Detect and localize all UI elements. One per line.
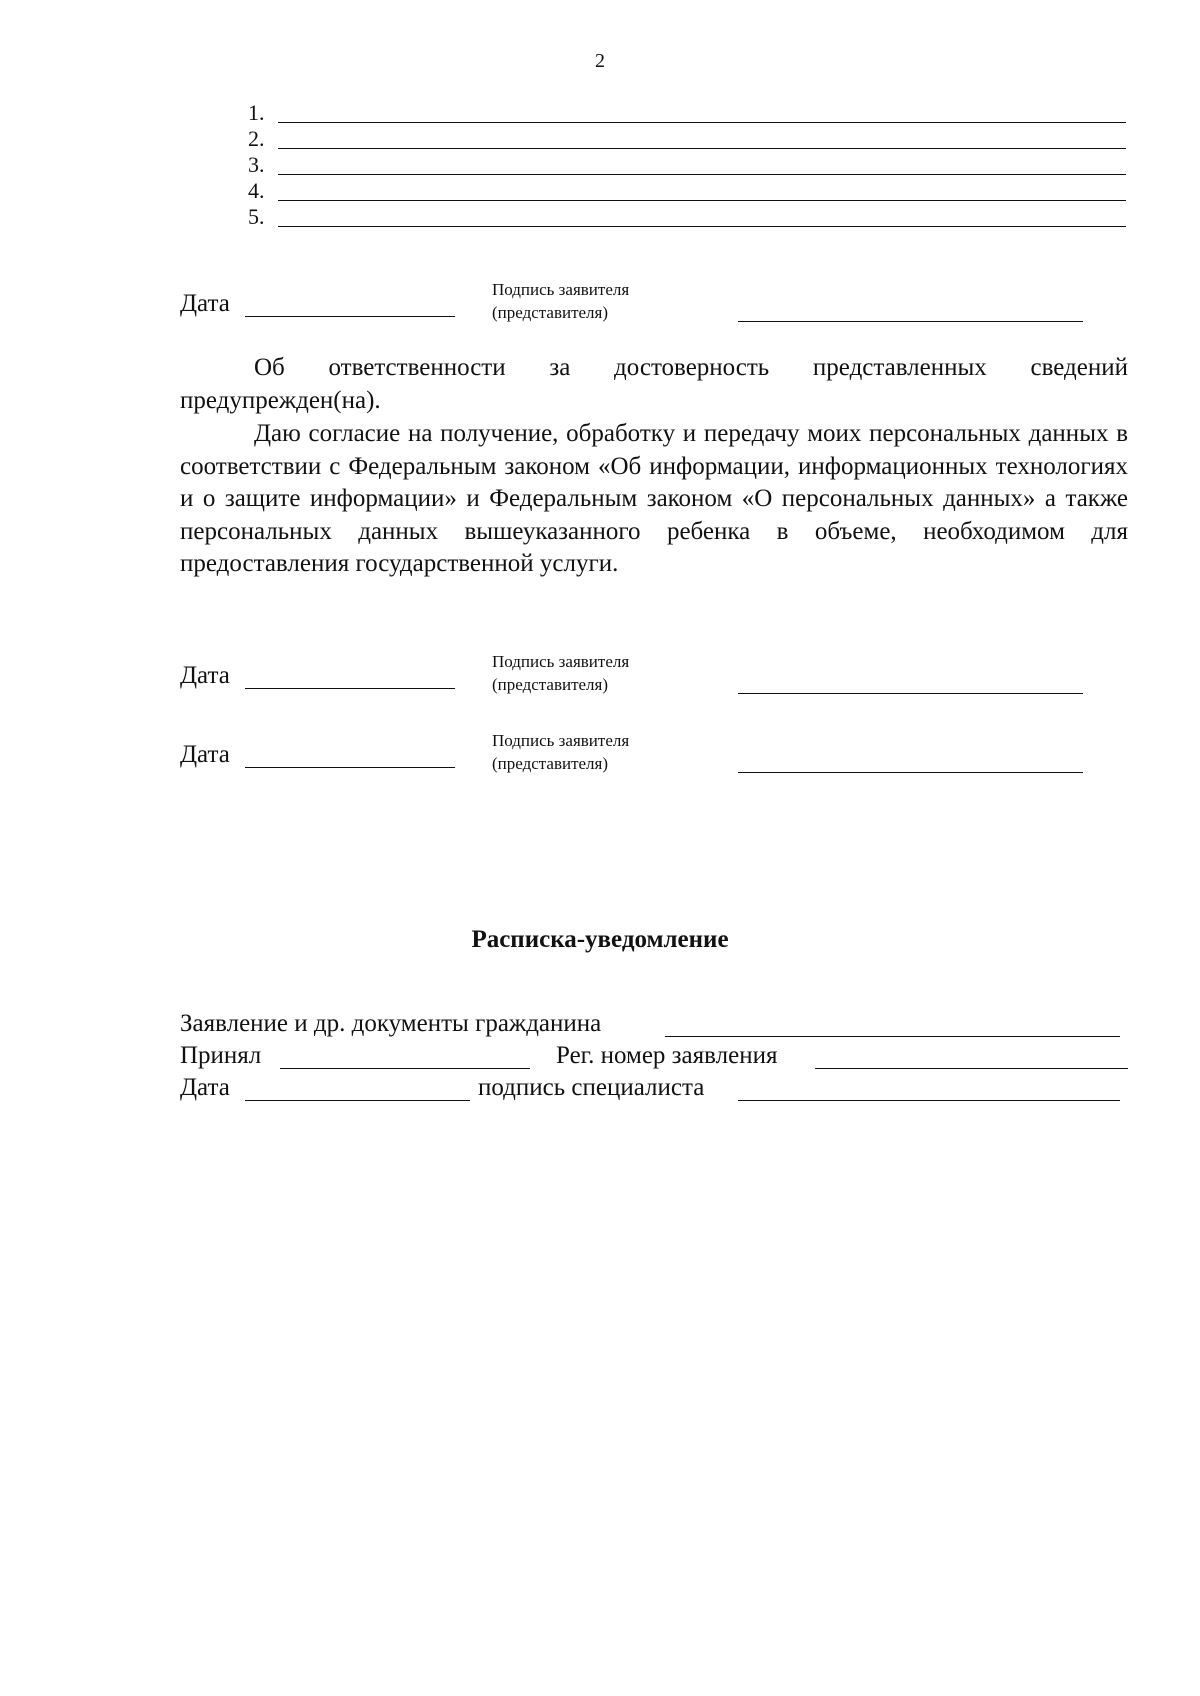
- line-number: 2.: [248, 126, 265, 151]
- blank-line: [278, 122, 1126, 123]
- date-field[interactable]: [245, 767, 455, 768]
- consent-paragraph: Даю согласие на получение, обработку и передачу моих персональных данных в соответствии с Федеральным законом «Об информации, информационных технологиях и о защите информации» и Федеральным законом «О персональных данных» а также персональных данных вышеуказанного ребенка в объеме, необходимом для предоставления государственной услуги.: [180, 420, 1128, 577]
- numbered-line-5[interactable]: [248, 204, 1126, 232]
- signature-caption-line2: (представителя): [492, 675, 609, 694]
- reg-number-label: Рег. номер заявления: [556, 1042, 778, 1069]
- signature-block-3: [180, 729, 1100, 779]
- receipt-title: Расписка-уведомление: [471, 926, 729, 953]
- date-field[interactable]: [245, 688, 455, 689]
- numbered-line-1[interactable]: [248, 100, 1126, 128]
- numbered-line-3[interactable]: [248, 152, 1126, 180]
- signature-field[interactable]: [738, 772, 1083, 773]
- blank-line: [278, 174, 1126, 175]
- reg-number-field[interactable]: [815, 1068, 1128, 1069]
- signature-caption-line1: Подпись заявителя: [492, 652, 630, 671]
- accepted-label: Принял: [180, 1042, 262, 1069]
- documents-field[interactable]: [665, 1036, 1120, 1037]
- signature-field[interactable]: [738, 693, 1083, 694]
- numbered-line-4[interactable]: [248, 178, 1126, 206]
- date-field[interactable]: [245, 1100, 470, 1101]
- signature-caption: [492, 278, 629, 324]
- date-field[interactable]: [245, 316, 455, 317]
- numbered-line-2[interactable]: [248, 126, 1126, 154]
- signature-block-2: [180, 650, 1100, 700]
- signature-caption-line2: (представителя): [492, 303, 609, 322]
- signature-caption-line2: (представителя): [492, 754, 609, 773]
- line-number: 4.: [248, 178, 265, 203]
- date-label: Дата: [180, 1074, 230, 1101]
- signature-field[interactable]: [738, 321, 1083, 322]
- specialist-signature-label: подпись специалиста: [478, 1074, 705, 1101]
- signature-caption-line1: Подпись заявителя: [492, 280, 630, 299]
- date-label: Дата: [180, 741, 230, 768]
- accepted-field[interactable]: [280, 1068, 530, 1069]
- receipt-accepted-row: [180, 1042, 1128, 1074]
- blank-line: [278, 200, 1126, 201]
- signature-caption: [492, 729, 629, 775]
- line-number: 1.: [248, 100, 265, 125]
- signature-caption: [492, 650, 629, 696]
- receipt-documents-row: [180, 1010, 1128, 1042]
- responsibility-paragraph: Об ответственности за достоверность представленных сведений предупрежден(на).: [180, 354, 1128, 414]
- specialist-signature-field[interactable]: [738, 1100, 1120, 1101]
- documents-label: Заявление и др. документы гражданина: [180, 1010, 602, 1037]
- signature-caption-line1: Подпись заявителя: [492, 731, 630, 750]
- receipt-date-row: [180, 1074, 1128, 1106]
- line-number: 5.: [248, 204, 265, 229]
- page-number: 2: [595, 50, 605, 72]
- blank-line: [278, 148, 1126, 149]
- signature-block-1: [180, 278, 1100, 328]
- date-label: Дата: [180, 290, 230, 317]
- line-number: 3.: [248, 152, 265, 177]
- blank-line: [278, 226, 1126, 227]
- date-label: Дата: [180, 662, 230, 689]
